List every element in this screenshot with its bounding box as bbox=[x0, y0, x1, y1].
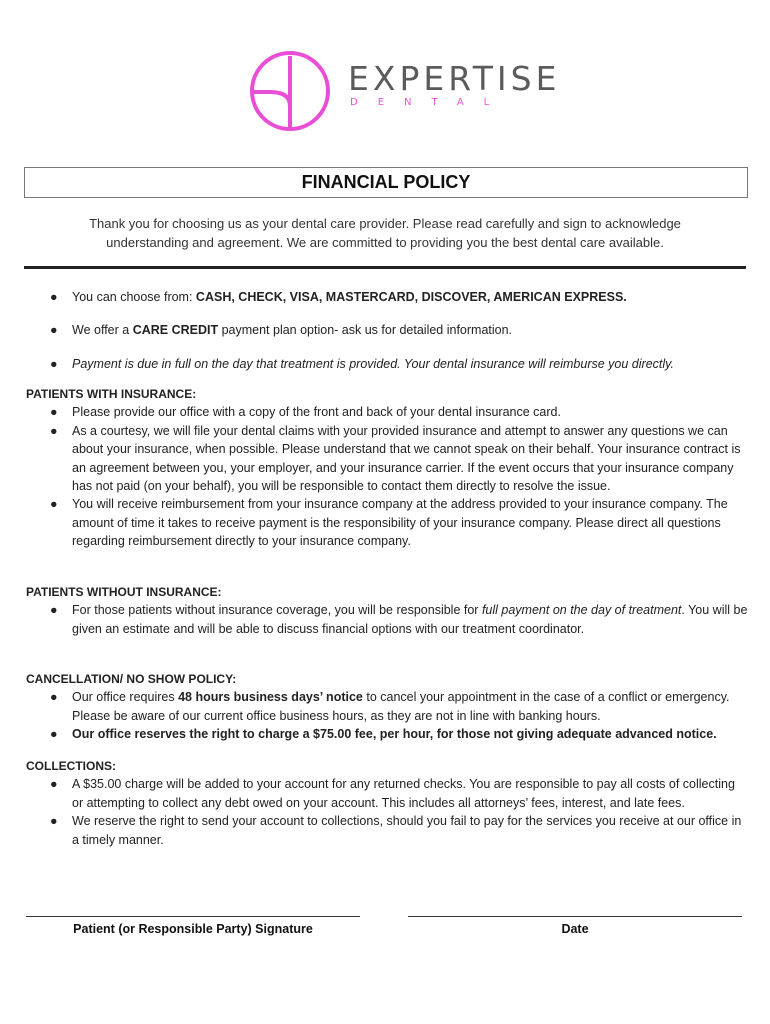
list-item bbox=[26, 725, 748, 743]
list-item bbox=[26, 495, 748, 550]
section-heading: PATIENTS WITHOUT INSURANCE: bbox=[26, 585, 222, 599]
section-heading: PATIENTS WITH INSURANCE: bbox=[26, 387, 197, 401]
list-item-text: . You will be given an estimate and will be able to discuss financial options with our treatment coordinator. bbox=[72, 603, 748, 636]
date-line[interactable] bbox=[408, 916, 742, 917]
list-item-text: As a courtesy, we will file your dental claims with your provided insurance and attempt to answer any questions we can about your insurance, when possible. Please understand that we cannot speak on their behalf. Your insurance contract is an agreement between you, your employer, and your insurance carrier. If the event occurs that your insurance company has not paid (on your behalf), you will be responsible to contact them directly to resolve the issue. bbox=[72, 423, 741, 494]
list-item-text: Our office requires bbox=[72, 690, 179, 705]
bullet-icon: ● bbox=[50, 290, 58, 304]
list-item bbox=[30, 321, 750, 339]
payment-bullets bbox=[30, 288, 750, 388]
list-item-text: Please provide our office with a copy of the front and back of your dental insurance card. bbox=[72, 405, 561, 420]
list-item bbox=[26, 403, 748, 421]
bullet-icon: ● bbox=[50, 727, 58, 742]
care-credit-prefix: We offer a bbox=[72, 323, 133, 338]
no-insurance-section bbox=[26, 583, 748, 638]
list-item bbox=[26, 688, 748, 725]
section-heading: CANCELLATION/ NO SHOW POLICY: bbox=[26, 672, 237, 686]
signature-label: Patient (or Responsible Party) Signature bbox=[73, 922, 313, 936]
bullet-icon: ● bbox=[50, 690, 58, 705]
insurance-section bbox=[26, 385, 748, 551]
list-item bbox=[26, 601, 748, 638]
bullet-icon: ● bbox=[50, 603, 58, 618]
section-heading: COLLECTIONS: bbox=[26, 759, 116, 773]
bullet-icon: ● bbox=[50, 423, 58, 438]
brand-logo bbox=[248, 48, 561, 134]
list-item bbox=[26, 775, 748, 812]
care-credit-suffix: payment plan option- ask us for detailed information. bbox=[218, 323, 513, 338]
bullet-icon: ● bbox=[50, 814, 58, 829]
payment-methods-prefix: You can choose from: bbox=[72, 290, 196, 304]
list-item bbox=[30, 288, 750, 306]
no-show-fee-notice: Our office reserves the right to charge a $75.00 fee, per hour, for those not giving adequate advanced notice. bbox=[72, 727, 717, 742]
payment-methods: CASH, CHECK, VISA, MASTERCARD, DISCOVER, AMERICAN EXPRESS. bbox=[195, 290, 627, 304]
signature-line[interactable] bbox=[26, 916, 360, 917]
bullet-icon: ● bbox=[50, 777, 58, 792]
intro-text: Thank you for choosing us as your dental care provider. Please read carefully and sign to acknowledge understanding and agreement. We are committed to providing you the best dental care available. bbox=[89, 216, 681, 250]
bullet-icon: ● bbox=[50, 323, 58, 338]
list-item bbox=[30, 355, 750, 373]
list-item-emphasis: full payment on the day of treatment bbox=[481, 603, 682, 618]
list-item bbox=[26, 422, 748, 496]
care-credit-label: CARE CREDIT bbox=[132, 323, 219, 338]
bullet-icon: ● bbox=[50, 356, 58, 371]
notice-requirement: 48 hours business days’ notice bbox=[178, 690, 363, 705]
list-item bbox=[26, 812, 748, 849]
cancellation-section bbox=[26, 670, 748, 744]
list-item-text: A $35.00 charge will be added to your account for any returned checks. You are responsible to pay all costs of collecting or attempting to collect any debt owed on your account. This includes all attorneys’ fees, interest, and late fees. bbox=[72, 777, 735, 810]
brand-subtitle: DENTAL bbox=[350, 97, 510, 108]
list-item-text: For those patients without insurance coverage, you will be responsible for bbox=[72, 603, 482, 618]
divider bbox=[24, 266, 746, 269]
list-item-text: You will receive reimbursement from your insurance company at the address provided to your insurance company. The amount of time it takes to receive payment is the responsibility of your insurance company. Please direct all questions regarding reimbursement directly to your insurance company. bbox=[72, 497, 728, 549]
page-title: FINANCIAL POLICY bbox=[24, 167, 748, 198]
payment-due-note: Payment is due in full on the day that treatment is provided. Your dental insurance will reimburse you directly. bbox=[72, 356, 674, 371]
list-item-text: to cancel your appointment in the case of a conflict or emergency. Please be aware of our current office business hours, as they are not in line with banking hours. bbox=[72, 690, 730, 723]
bullet-icon: ● bbox=[50, 497, 58, 512]
collections-section bbox=[26, 757, 748, 849]
brand-name: EXPERTISE bbox=[348, 59, 561, 98]
list-item-text: We reserve the right to send your account to collections, should you fail to pay for the services you receive at our office in a timely manner. bbox=[72, 814, 742, 847]
date-label: Date bbox=[561, 922, 589, 936]
bullet-icon: ● bbox=[50, 405, 58, 420]
circle-monogram-icon bbox=[248, 48, 334, 134]
